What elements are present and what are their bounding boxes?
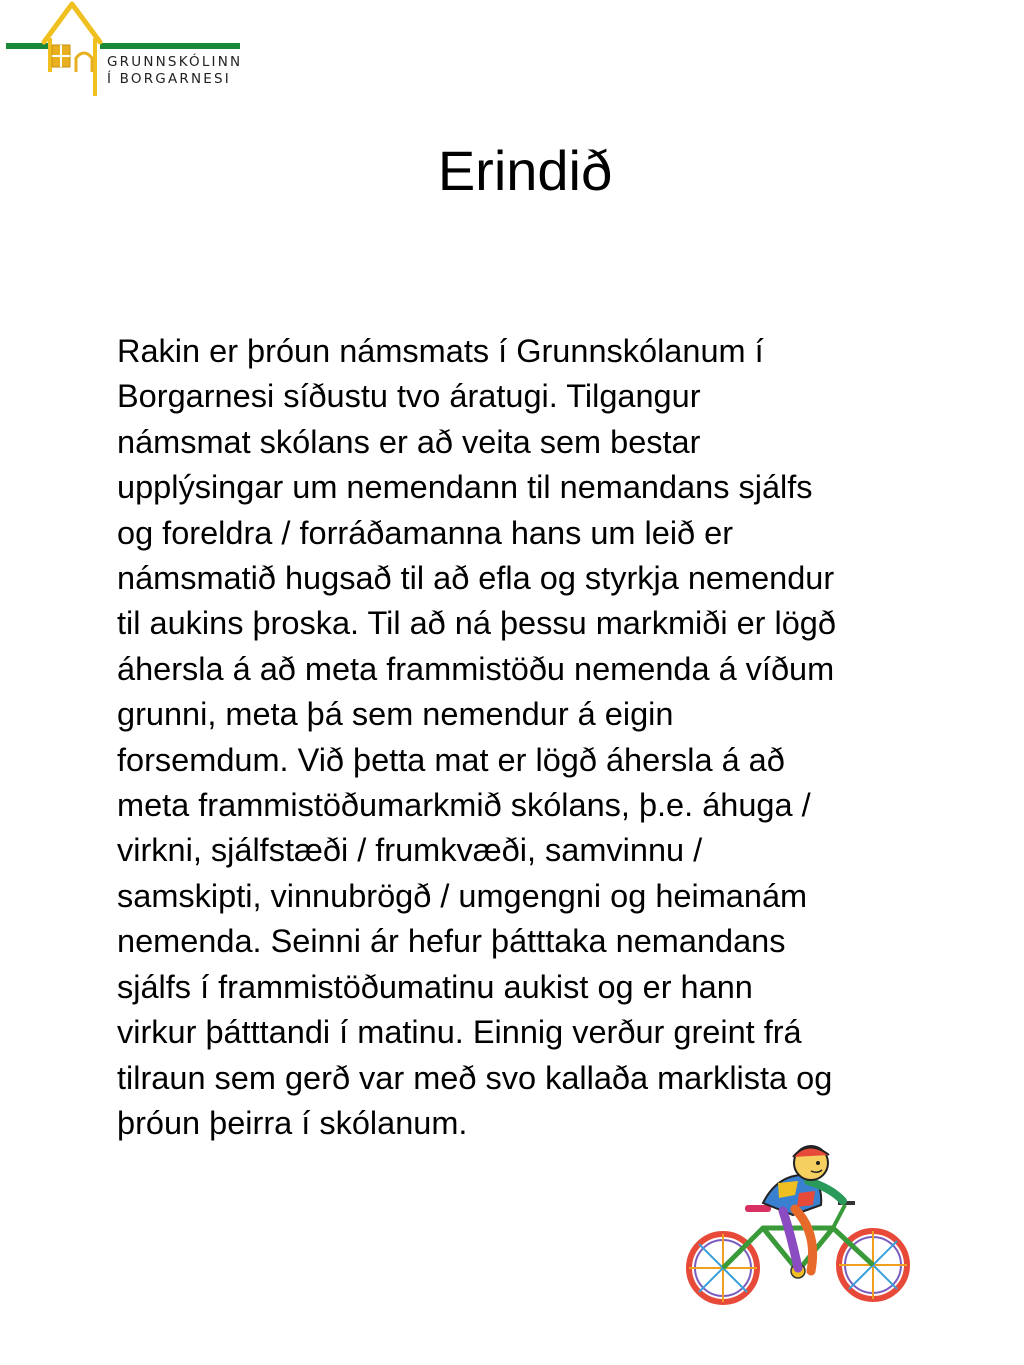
paragraph-line: nemenda. Seinni ár hefur þátttaka nemandans (117, 923, 786, 960)
paragraph-line: upplýsingar um nemendann til nemandans sjálfs (117, 469, 813, 506)
page-title: Erindið (437, 139, 613, 202)
paragraph-line: til aukins þroska. Til að ná þessu markmiði er lögð (117, 605, 836, 642)
paragraph-line: virkni, sjálfstæði / frumkvæði, samvinnu / (117, 832, 703, 869)
paragraph-line: þróun þeirra í skólanum. (117, 1104, 468, 1141)
body-paragraph (117, 329, 967, 1146)
logo-text-line2: Í BORGARNESI (107, 71, 231, 87)
cyclist-icon (683, 1143, 913, 1308)
paragraph-line: tilraun sem gerð var með svo kallaða marklista og (117, 1059, 833, 1096)
paragraph-line: Rakin er þróun námsmats í Grunnskólanum í (117, 333, 764, 369)
paragraph-line: Borgarnesi síðustu tvo áratugi. Tilgangur (117, 378, 701, 415)
paragraph-line: samskipti, vinnubrögð / umgengni og heimanám (117, 877, 808, 914)
paragraph-line: námsmatið hugsað til að efla og styrkja nemendur (117, 560, 835, 597)
paragraph-line: forsemdum. Við þetta mat er lögð áhersla á að (117, 741, 785, 778)
paragraph-line: sjálfs í frammistöðumatinu aukist og er hann (117, 968, 753, 1005)
logo-bar-right (100, 43, 240, 49)
paragraph-line: og foreldra / forráðamanna hans um leið er (117, 514, 734, 551)
logo-text-line1: GRUNNSKÓLINN (107, 54, 243, 70)
paragraph-line: grunni, meta þá sem nemendur á eigin (117, 696, 674, 733)
logo-text (107, 54, 242, 88)
house-icon (40, 0, 106, 98)
paragraph-line: námsmat skólans er að veita sem bestar (117, 423, 701, 460)
school-logo (0, 0, 250, 100)
paragraph-line: virkur þátttandi í matinu. Einnig verður greint frá (117, 1014, 802, 1051)
paragraph-line: meta frammistöðumarkmið skólans, þ.e. áhuga / (117, 787, 811, 824)
paragraph-line: áhersla á að meta frammistöðu nemenda á víðum (117, 650, 835, 687)
